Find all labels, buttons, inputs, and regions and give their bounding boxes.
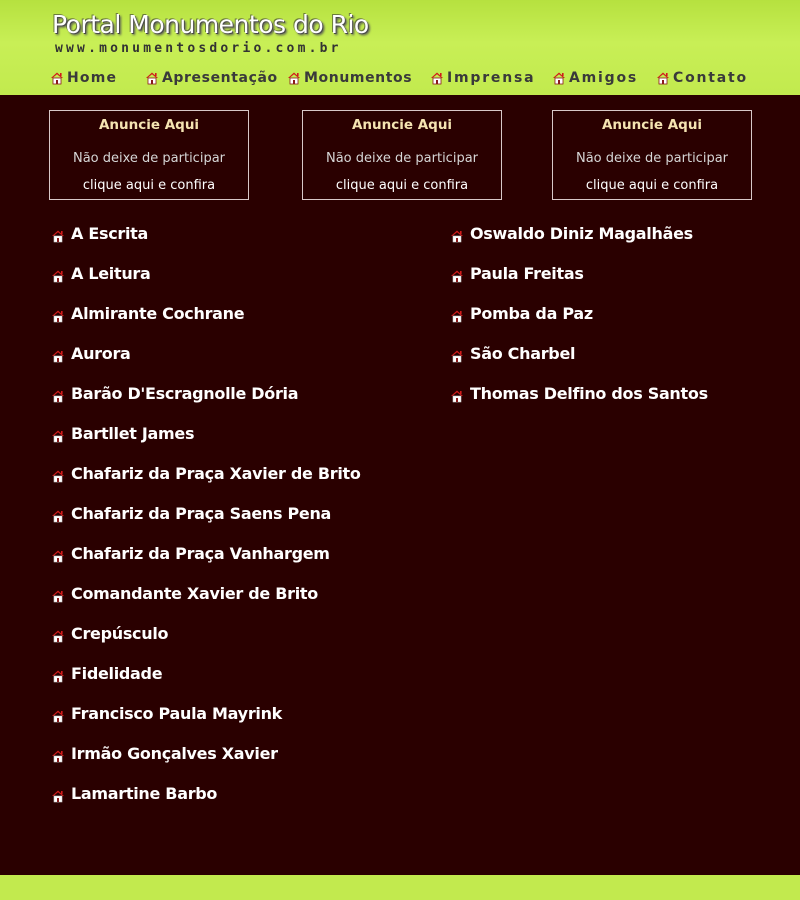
monument-label: Irmão Gonçalves Xavier (71, 744, 278, 763)
home-icon (430, 71, 444, 85)
home-icon (450, 389, 464, 403)
header (0, 0, 800, 95)
monument-label: Thomas Delfino dos Santos (470, 384, 708, 403)
nav-home[interactable] (50, 70, 117, 86)
ad-box-3[interactable] (552, 110, 752, 200)
monument-label: Pomba da Paz (470, 304, 593, 323)
monument-label: Chafariz da Praça Vanhargem (71, 544, 330, 563)
ad-box-2[interactable] (302, 110, 502, 200)
monument-label: A Escrita (71, 224, 149, 243)
footer-bar (0, 875, 800, 900)
site-title[interactable]: Portal Monumentos do Rio (52, 10, 369, 39)
nav-contato-label: Contato (673, 70, 748, 86)
monument-label: Lamartine Barbo (71, 784, 218, 803)
home-icon (450, 309, 464, 323)
home-icon (51, 349, 65, 363)
nav-apresentacao-label: Apresentação (162, 70, 278, 86)
monument-link[interactable] (51, 459, 361, 499)
home-icon (51, 669, 65, 683)
monument-link[interactable] (51, 619, 361, 659)
home-icon (552, 71, 566, 85)
monument-link[interactable] (51, 339, 361, 379)
home-icon (450, 229, 464, 243)
monument-link[interactable] (51, 379, 361, 419)
monument-label: Chafariz da Praça Saens Pena (71, 504, 332, 523)
ad-text: Não deixe de participar (325, 151, 479, 166)
ad-box-1[interactable] (49, 110, 249, 200)
home-icon (51, 269, 65, 283)
monument-label: Barão D'Escragnolle Dória (71, 384, 299, 403)
monument-label: Oswaldo Diniz Magalhães (470, 224, 693, 243)
nav-contato[interactable] (656, 70, 748, 86)
home-icon (51, 389, 65, 403)
nav-amigos-label: Amigos (569, 70, 638, 86)
ad-text: Não deixe de participar (72, 151, 226, 166)
monument-link[interactable] (51, 739, 361, 779)
monument-link[interactable] (51, 539, 361, 579)
monument-label: Almirante Cochrane (71, 304, 245, 323)
monument-label: Chafariz da Praça Xavier de Brito (71, 464, 361, 483)
home-icon (51, 229, 65, 243)
monument-link[interactable] (51, 419, 361, 459)
monument-link[interactable] (450, 339, 708, 379)
monument-link[interactable] (450, 299, 708, 339)
monument-link[interactable] (450, 379, 708, 419)
nav-monumentos[interactable] (287, 70, 412, 86)
monument-label: Comandante Xavier de Brito (71, 584, 318, 603)
home-icon (51, 709, 65, 723)
ad-text: Não deixe de participar (575, 151, 729, 166)
ad-title: Anuncie Aqui (351, 117, 453, 133)
ad-link-text[interactable]: clique aqui e confira (585, 178, 719, 193)
monument-link[interactable] (51, 499, 361, 539)
monument-label: São Charbel (470, 344, 576, 363)
monument-label: Aurora (71, 344, 131, 363)
site-url: www.monumentosdorio.com.br (55, 41, 342, 56)
monument-label: Paula Freitas (470, 264, 584, 283)
monument-link[interactable] (51, 779, 361, 819)
monument-label: Bartllet James (71, 424, 195, 443)
nav-imprensa-label: Imprensa (447, 70, 536, 86)
nav-apresentacao[interactable] (145, 70, 278, 86)
nav-imprensa[interactable] (430, 70, 535, 86)
home-icon (51, 749, 65, 763)
nav-home-label: Home (67, 70, 118, 86)
monument-link[interactable] (51, 259, 361, 299)
monument-link[interactable] (450, 259, 708, 299)
ad-link-text[interactable]: clique aqui e confira (335, 178, 469, 193)
monument-link[interactable] (51, 579, 361, 619)
monument-link[interactable] (51, 659, 361, 699)
monument-label: Fidelidade (71, 664, 163, 683)
ad-title: Anuncie Aqui (601, 117, 703, 133)
home-icon (50, 71, 64, 85)
home-icon (51, 509, 65, 523)
monument-link[interactable] (51, 699, 361, 739)
home-icon (51, 429, 65, 443)
home-icon (287, 71, 301, 85)
main-nav (50, 70, 770, 88)
home-icon (656, 71, 670, 85)
home-icon (145, 71, 159, 85)
monument-label: A Leitura (71, 264, 151, 283)
home-icon (450, 349, 464, 363)
nav-monumentos-label: Monumentos (304, 70, 413, 86)
nav-amigos[interactable] (552, 70, 638, 86)
monument-link[interactable] (51, 219, 361, 259)
monument-link[interactable] (450, 219, 708, 259)
monument-list-left (51, 219, 361, 819)
home-icon (450, 269, 464, 283)
home-icon (51, 629, 65, 643)
monument-list-right (450, 219, 708, 419)
home-icon (51, 789, 65, 803)
ad-link-text[interactable]: clique aqui e confira (82, 178, 216, 193)
home-icon (51, 589, 65, 603)
home-icon (51, 549, 65, 563)
home-icon (51, 469, 65, 483)
monument-label: Crepúsculo (71, 624, 169, 643)
ad-title: Anuncie Aqui (98, 117, 200, 133)
home-icon (51, 309, 65, 323)
monument-link[interactable] (51, 299, 361, 339)
monument-label: Francisco Paula Mayrink (71, 704, 283, 723)
